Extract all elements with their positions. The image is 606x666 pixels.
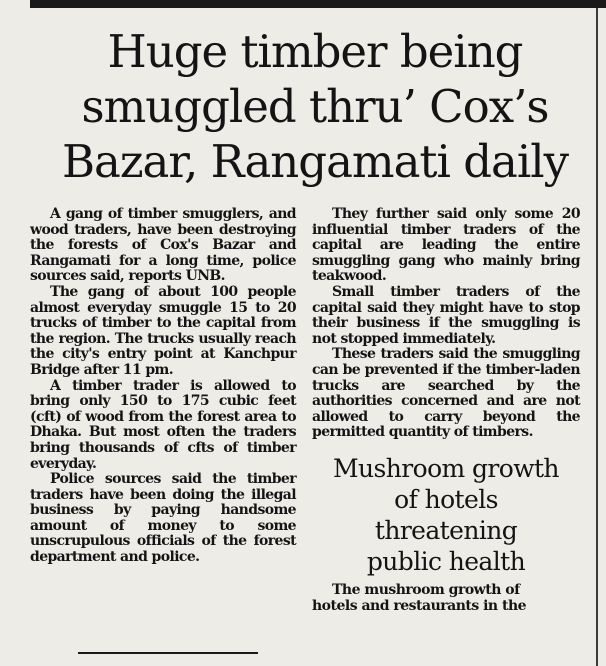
second-article-lead-line-2: hotels and restaurants in the xyxy=(312,597,527,614)
column-divider-rule xyxy=(596,8,598,666)
right-column xyxy=(312,207,580,614)
left-paragraph-4: Police sources said the timber traders have been doing the illegal business by paying handsome amount of money to some unscrupulous officials of the forest department and police. xyxy=(30,471,296,566)
top-border-rule xyxy=(30,0,606,8)
subhead-line-4: public health xyxy=(366,546,526,576)
subhead-line-2: of hotels xyxy=(394,484,498,514)
second-article-headline xyxy=(312,453,580,577)
article-headline xyxy=(34,24,596,189)
right-paragraph-1: They further said only some 20 influential timber traders of the capital are leading the entire smuggling gang who mainly bring teakwood. xyxy=(312,206,580,285)
headline-line-1: Huge timber being xyxy=(107,25,523,78)
second-article-lead-line-1: The mushroom growth of xyxy=(332,581,520,598)
subhead-line-3: threatening xyxy=(374,515,518,545)
left-column xyxy=(30,207,296,566)
right-paragraph-2: Small timber traders of the capital said they might have to stop their business if the smuggling is not stopped immediately. xyxy=(312,283,580,347)
left-paragraph-2: The gang of about 100 people almost everyday smuggle 15 to 20 trucks of timber to the capital from the region. The trucks usually reach the city's entry point at Kanchpur Bridge after 11 pm. xyxy=(30,283,296,378)
right-paragraph-3: These traders said the smuggling can be prevented if the timber-laden trucks are searched by the authorities concerned and are not allowed to carry beyond the permitted quantity of timbers. xyxy=(312,346,580,441)
subhead-line-1: Mushroom growth xyxy=(333,453,559,483)
left-paragraph-3: A timber trader is allowed to bring only 150 to 175 cubic feet (cft) of wood from the forest area to Dhaka. But most often the traders bring thousands of cfts of timber everyday. xyxy=(30,377,296,472)
headline-line-2: smuggled thru’ Cox’s xyxy=(81,80,549,133)
left-paragraph-1: A gang of timber smugglers, and wood traders, have been destroying the forests of Cox's Bazar and Rangamati for a long time, police sources said, reports UNB. xyxy=(30,206,296,285)
headline-line-3: Bazar, Rangamati daily xyxy=(61,135,569,188)
article-end-rule xyxy=(78,652,258,654)
